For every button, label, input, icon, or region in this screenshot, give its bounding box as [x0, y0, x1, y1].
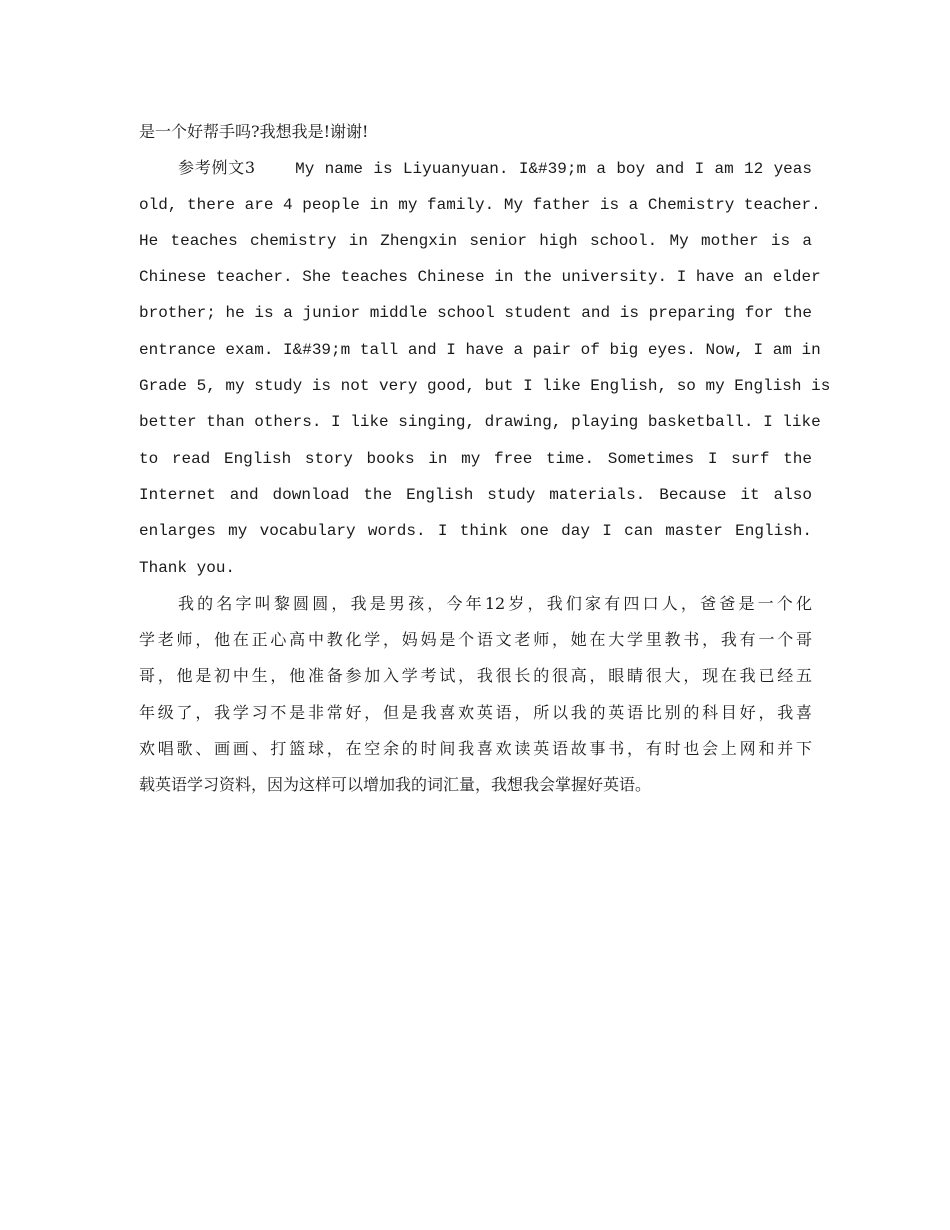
essay3-line: brother; he is a junior middle school student and is preparing for the: [139, 304, 812, 323]
essay3-line: Grade 5, my study is not very good, but I like English, so my English is: [139, 377, 831, 396]
essay3-line: better than others. I like singing, drawing, playing basketball. I like: [139, 413, 821, 432]
translation-line: 欢唱歌、画画、打篮球，在空余的时间我喜欢读英语故事书，有时也会上网和并下: [139, 739, 812, 759]
essay3-line: old, there are 4 people in my family. My father is a Chemistry teacher.: [139, 195, 821, 214]
essay3-line: entrance exam. I&#39;m tall and I have a pair of big eyes. Now, I am in: [139, 340, 821, 359]
essay3-line: to read English story books in my free time. Sometimes I surf the: [139, 449, 812, 468]
essay3-line: Chinese teacher. She teaches Chinese in the university. I have an elder: [139, 268, 821, 287]
document-body: [139, 114, 831, 804]
essay3-line: He teaches chemistry in Zhengxin senior high school. My mother is a: [139, 231, 812, 250]
translation-line: 年级了，我学习不是非常好，但是我喜欢英语，所以我的英语比别的科目好，我喜: [139, 702, 812, 722]
translation-line: 哥，他是初中生，他准备参加入学考试，我很长的很高，眼睛很大，现在我已经五: [139, 666, 812, 686]
essay3-line: enlarges my vocabulary words. I think one day I can master English.: [139, 522, 812, 541]
essay3-first-line: [139, 150, 812, 186]
essay3-last-line: Thank you.: [139, 558, 236, 577]
essay3-label: 参考例文3: [178, 158, 256, 178]
translation-line: 我的名字叫黎圆圆，我是男孩，今年12岁，我们家有四口人，爸爸是一个化: [178, 593, 812, 613]
translation-line: 学老师，他在正心高中教化学，妈妈是个语文老师，她在大学里教书，我有一个哥: [139, 630, 812, 650]
essay3-first-text: My name is Liyuanyuan. I&#39;m a boy and I am 12 yeas: [295, 160, 812, 179]
translation-last-line: 载英语学习资料，因为这样可以增加我的词汇量，我想我会掌握好英语。: [139, 775, 652, 795]
essay3-line: Internet and download the English study materials. Because it also: [139, 485, 812, 504]
intro-line: 是一个好帮手吗?我想我是!谢谢!: [139, 122, 369, 141]
